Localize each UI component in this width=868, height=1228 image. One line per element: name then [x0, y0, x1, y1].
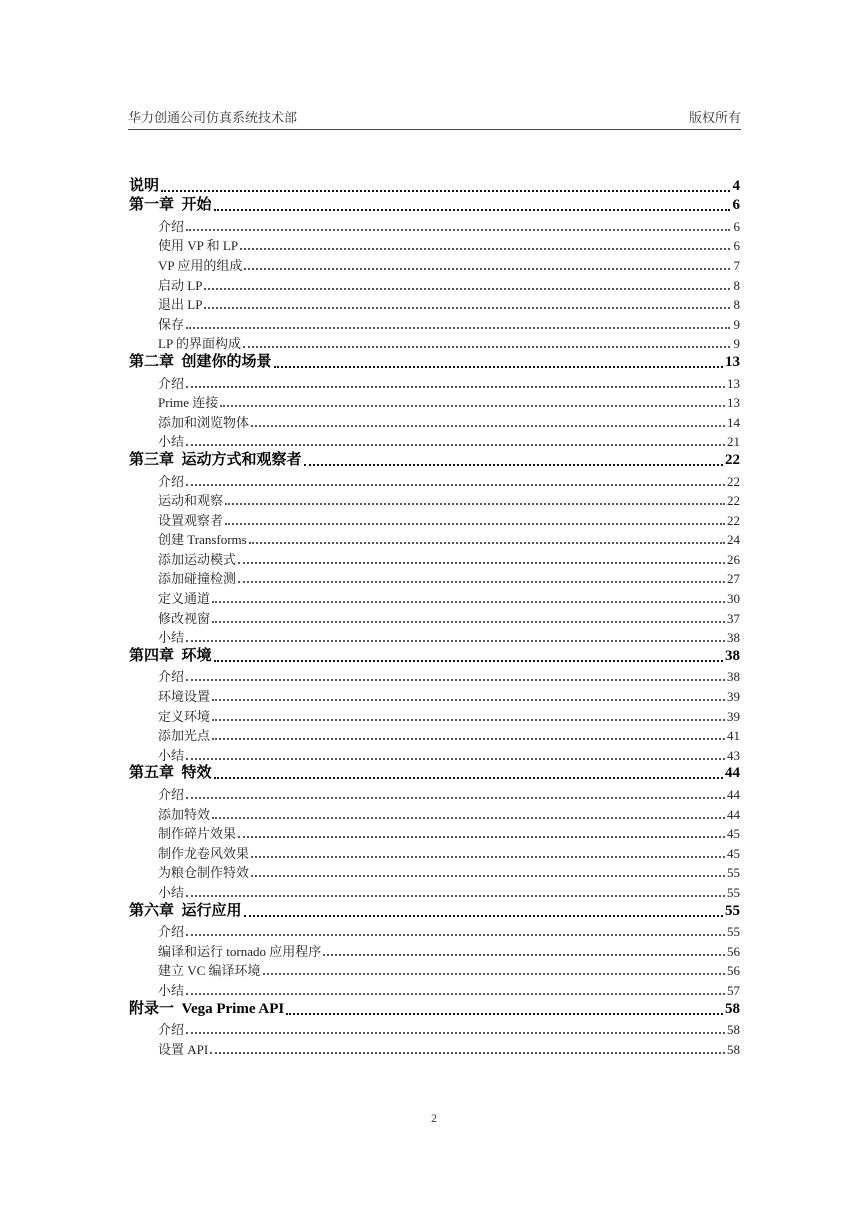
toc-entry-title: 添加和浏览物体 [158, 414, 250, 430]
toc-section-entry[interactable] [129, 1017, 740, 1037]
toc-entry-title: 使用 VP 和 LP [158, 238, 239, 254]
toc-entry-page: 14 [727, 414, 740, 430]
toc-section-entry[interactable] [129, 879, 740, 899]
toc-entry-title: 环境设置 [158, 689, 211, 705]
toc-entry-page: 9 [733, 316, 740, 332]
toc-section-entry[interactable] [129, 801, 740, 821]
dot-leader [186, 327, 730, 329]
toc-entry-title: 创建 Transforms [158, 532, 247, 548]
dot-leader [204, 307, 730, 309]
toc-entry-title: 小结 [158, 434, 185, 450]
toc-entry-title: 小结 [158, 630, 185, 646]
dot-leader [251, 875, 725, 877]
toc-entry-page: 22 [727, 493, 740, 509]
toc-entry-page: 6 [733, 238, 740, 254]
toc-entry-title: 第五章 特效 [129, 765, 212, 782]
toc-entry-title: 第六章 运行应用 [129, 902, 242, 919]
dot-leader [186, 758, 725, 760]
toc-section-entry[interactable] [129, 390, 740, 410]
toc-entry-page: 43 [727, 747, 740, 763]
toc-entry-page: 13 [727, 395, 740, 411]
page-header [128, 107, 741, 130]
toc-section-entry[interactable] [129, 781, 740, 801]
dot-leader [212, 699, 725, 701]
toc-entry-title: 编译和运行 tornado 应用程序 [158, 943, 322, 959]
toc-entry-page: 26 [727, 551, 740, 567]
toc-entry-page: 55 [727, 924, 740, 940]
toc-entry-page: 45 [727, 845, 740, 861]
toc-entry-title: 小结 [158, 747, 185, 763]
toc-section-entry[interactable] [129, 311, 740, 331]
dot-leader [204, 288, 730, 290]
toc-entry-title: 第三章 运动方式和观察者 [129, 451, 302, 468]
toc-entry-title: 介绍 [158, 473, 185, 489]
dot-leader [243, 346, 730, 348]
dot-leader [323, 954, 725, 956]
dot-leader [186, 895, 725, 897]
toc-section-entry[interactable] [129, 252, 740, 272]
toc-entry-page: 55 [727, 865, 740, 881]
toc-section-entry[interactable] [129, 664, 740, 684]
dot-leader [186, 444, 725, 446]
toc-entry-title: 启动 LP [158, 277, 203, 293]
toc-section-entry[interactable] [129, 977, 740, 997]
toc-section-entry[interactable] [129, 938, 740, 958]
toc-entry-title: 修改视窗 [158, 610, 211, 626]
toc-entry-page: 7 [733, 257, 740, 273]
toc-chapter-entry[interactable] [129, 762, 740, 782]
toc-section-entry[interactable] [129, 1036, 740, 1056]
toc-chapter-entry[interactable] [129, 174, 740, 194]
toc-chapter-entry[interactable] [129, 448, 740, 468]
toc-section-entry[interactable] [129, 605, 740, 625]
toc-entry-page: 37 [727, 610, 740, 626]
toc-section-entry[interactable] [129, 723, 740, 743]
toc-entry-title: 介绍 [158, 669, 185, 685]
toc-entry-title: 介绍 [158, 924, 185, 940]
toc-entry-title: 为粮仓制作特效 [158, 865, 250, 881]
toc-entry-title: 设置 API [158, 1041, 209, 1057]
toc-entry-page: 13 [725, 353, 740, 370]
dot-leader [238, 562, 725, 564]
toc-entry-title: 第四章 环境 [129, 647, 212, 664]
toc-entry-page: 38 [727, 669, 740, 685]
dot-leader [240, 248, 730, 250]
toc-entry-page: 44 [727, 806, 740, 822]
toc-entry-page: 55 [727, 884, 740, 900]
toc-entry-title: VP 应用的组成 [158, 257, 243, 273]
toc-entry-title: 制作龙卷风效果 [158, 845, 250, 861]
toc-entry-page: 13 [727, 375, 740, 391]
toc-entry-title: 添加特效 [158, 806, 211, 822]
dot-leader [263, 973, 725, 975]
dot-leader [244, 268, 730, 270]
toc-entry-title: 第一章 开始 [129, 197, 212, 214]
toc-section-entry[interactable] [129, 233, 740, 253]
dot-leader [225, 503, 725, 505]
toc-entry-page: 39 [727, 689, 740, 705]
toc-section-entry[interactable] [129, 840, 740, 860]
toc-section-entry[interactable] [129, 703, 740, 723]
toc-section-entry[interactable] [129, 370, 740, 390]
dot-leader [186, 1032, 725, 1034]
toc-entry-page: 22 [725, 451, 740, 468]
toc-entry-page: 6 [732, 197, 740, 214]
toc-entry-title: 添加运动模式 [158, 551, 237, 567]
toc-entry-page: 58 [725, 1000, 740, 1017]
toc-entry-page: 24 [727, 532, 740, 548]
toc-entry-title: 添加碰撞检测 [158, 571, 237, 587]
toc-entry-page: 4 [732, 177, 740, 194]
dot-leader [251, 856, 725, 858]
dot-leader [304, 464, 723, 466]
dot-leader [186, 797, 725, 799]
toc-entry-title: Prime 连接 [158, 395, 219, 411]
toc-entry-page: 41 [727, 728, 740, 744]
dot-leader [249, 542, 725, 544]
dot-leader [186, 229, 730, 231]
toc-entry-page: 8 [733, 277, 740, 293]
dot-leader [212, 738, 725, 740]
toc-section-entry[interactable] [129, 331, 740, 351]
toc-entry-title: 小结 [158, 982, 185, 998]
toc-entry-page: 30 [727, 591, 740, 607]
toc-entry-page: 8 [733, 297, 740, 313]
dot-leader [186, 679, 725, 681]
dot-leader [186, 386, 725, 388]
table-of-contents [129, 174, 740, 1056]
dot-leader [212, 601, 725, 603]
toc-entry-page: 56 [727, 963, 740, 979]
toc-chapter-entry[interactable] [129, 194, 740, 214]
toc-section-entry[interactable] [129, 488, 740, 508]
page-number: 2 [431, 1111, 437, 1125]
toc-entry-page: 56 [727, 943, 740, 959]
header-copyright: 版权所有 [688, 110, 741, 125]
toc-section-entry[interactable] [129, 546, 740, 566]
toc-entry-page: 45 [727, 826, 740, 842]
toc-entry-page: 38 [725, 647, 740, 664]
dot-leader [225, 523, 725, 525]
toc-section-entry[interactable] [129, 429, 740, 449]
toc-section-entry[interactable] [129, 585, 740, 605]
toc-entry-page: 57 [727, 982, 740, 998]
toc-entry-title: 介绍 [158, 218, 185, 234]
toc-entry-page: 9 [733, 336, 740, 352]
dot-leader [186, 934, 725, 936]
dot-leader [274, 366, 723, 368]
dot-leader [210, 1052, 725, 1054]
toc-entry-title: LP 的界面构成 [158, 336, 241, 352]
dot-leader [251, 425, 725, 427]
dot-leader [186, 640, 725, 642]
dot-leader [220, 405, 725, 407]
dot-leader [161, 190, 730, 192]
dot-leader [214, 777, 723, 779]
toc-entry-title: 定义环境 [158, 708, 211, 724]
toc-entry-page: 39 [727, 708, 740, 724]
dot-leader [238, 836, 725, 838]
toc-entry-page: 58 [727, 1041, 740, 1057]
toc-entry-page: 22 [727, 473, 740, 489]
dot-leader [214, 209, 730, 211]
toc-entry-title: 介绍 [158, 787, 185, 802]
toc-entry-title: 运动和观察 [158, 493, 224, 509]
toc-entry-title: 介绍 [158, 375, 185, 391]
toc-entry-title: 介绍 [158, 1022, 185, 1038]
dot-leader [244, 915, 723, 917]
toc-section-entry[interactable] [129, 507, 740, 527]
toc-section-entry[interactable] [129, 821, 740, 841]
toc-entry-title: 建立 VC 编译环境 [158, 963, 261, 979]
dot-leader [238, 581, 725, 583]
toc-entry-title: 保存 [158, 316, 185, 332]
dot-leader [186, 484, 725, 486]
toc-section-entry[interactable] [129, 683, 740, 703]
toc-section-entry[interactable] [129, 468, 740, 488]
dot-leader [212, 621, 725, 623]
dot-leader [212, 817, 725, 819]
toc-entry-title: 制作碎片效果 [158, 826, 237, 842]
toc-section-entry[interactable] [129, 625, 740, 645]
toc-section-entry[interactable] [129, 527, 740, 547]
toc-entry-page: 22 [727, 512, 740, 528]
dot-leader [186, 993, 725, 995]
toc-section-entry[interactable] [129, 742, 740, 762]
toc-entry-page: 58 [727, 1022, 740, 1038]
toc-entry-title: 附录一 Vega Prime API [129, 1000, 285, 1017]
toc-chapter-entry[interactable] [129, 350, 740, 370]
toc-entry-title: 第二章 创建你的场景 [129, 353, 272, 370]
toc-entry-title: 小结 [158, 884, 185, 900]
toc-section-entry[interactable] [129, 860, 740, 880]
toc-entry-title: 设置观察者 [158, 512, 224, 528]
toc-chapter-entry[interactable] [129, 899, 740, 919]
toc-section-entry[interactable] [129, 409, 740, 429]
toc-chapter-entry[interactable] [129, 644, 740, 664]
toc-section-entry[interactable] [129, 292, 740, 312]
toc-section-entry[interactable] [129, 566, 740, 586]
dot-leader [214, 660, 723, 662]
toc-entry-page: 21 [727, 434, 740, 450]
toc-entry-title: 退出 LP [158, 297, 203, 313]
header-department: 华力创通公司仿真系统技术部 [128, 110, 298, 125]
toc-entry-title: 定义通道 [158, 591, 211, 607]
toc-entry-page: 38 [727, 630, 740, 646]
toc-section-entry[interactable] [129, 919, 740, 939]
toc-entry-page: 55 [725, 902, 740, 919]
toc-entry-page: 27 [727, 571, 740, 587]
toc-section-entry[interactable] [129, 272, 740, 292]
toc-chapter-entry[interactable] [129, 997, 740, 1017]
toc-entry-title: 说明 [129, 177, 160, 194]
toc-section-entry[interactable] [129, 958, 740, 978]
toc-entry-page: 44 [727, 787, 740, 802]
toc-section-entry[interactable] [129, 213, 740, 233]
toc-entry-page: 44 [725, 765, 740, 782]
toc-entry-title: 添加光点 [158, 728, 211, 744]
dot-leader [212, 719, 725, 721]
dot-leader [286, 1013, 723, 1015]
toc-entry-page: 6 [733, 218, 740, 234]
